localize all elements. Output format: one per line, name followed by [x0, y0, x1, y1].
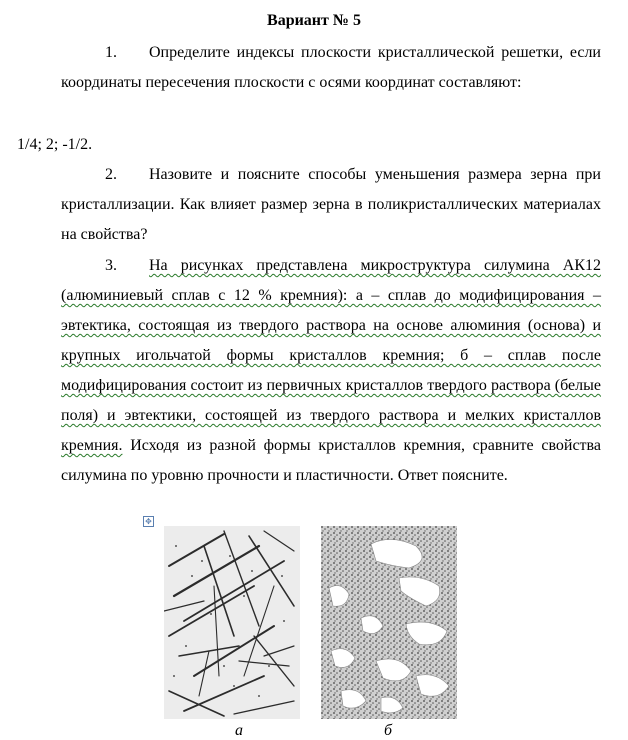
question-3-number: 3. [105, 257, 117, 274]
document-title: Вариант № 5 [267, 12, 361, 29]
question-1-text: Определите индексы плоскости кристаллической решетки, если координаты пересечения плоскости с осями координат составляют: [61, 44, 601, 91]
question-1-coordinates: 1/4; 2; -1/2. [17, 136, 93, 153]
question-3-description: На рисунках представлена микроструктура силумина АК12 (алюминиевый сплав с 12 % кремния): а – сплав до модифицирования – эвтектика, состоящая из твердого раствора на основе алюминия (основа) и крупных игольчатой формы кристаллов кремния; б – сплав после модифицирования состоит из первичных кристаллов твердого раствора (белые поля) и эвтектики, состоящей из твердого раствора и мелких кристаллов кремния. [61, 257, 601, 454]
question-2-number: 2. [105, 166, 117, 183]
question-2 [61, 160, 601, 250]
micrograph-a-image [164, 526, 300, 719]
micrograph-a [164, 526, 300, 719]
question-3-task: Исходя из разной формы кристаллов кремния, сравните свойства силумина по уровню прочности и пластичности. Ответ поясните. [61, 437, 601, 484]
micrograph-b-image [321, 526, 457, 719]
figure-b-caption: б [384, 722, 393, 739]
question-1-number: 1. [105, 44, 117, 61]
move-anchor-icon[interactable]: ✥ [143, 516, 154, 527]
figure-a-caption: а [235, 722, 243, 739]
question-3 [61, 251, 601, 491]
question-2-text: Назовите и поясните способы уменьшения размера зерна при кристаллизации. Как влияет размер зерна в поликристаллических материалах на свойства? [61, 166, 601, 243]
question-1 [61, 38, 601, 98]
micrograph-b [321, 526, 457, 719]
